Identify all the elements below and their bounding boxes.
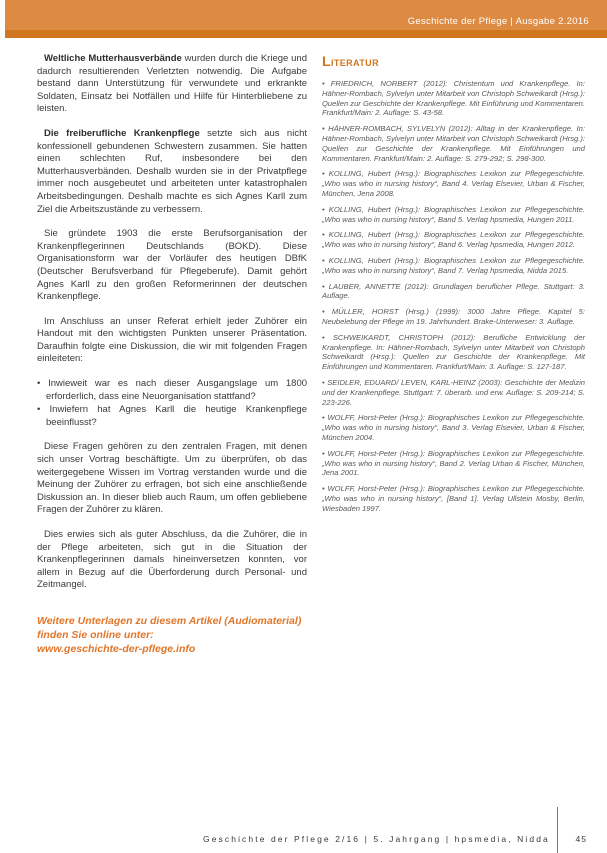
article-column bbox=[37, 53, 307, 656]
reference-item bbox=[322, 169, 585, 198]
literature-column bbox=[322, 53, 585, 656]
page-content bbox=[37, 53, 585, 656]
bullet-icon: • bbox=[322, 79, 325, 88]
header-bar bbox=[5, 0, 607, 38]
reference-item bbox=[322, 256, 585, 276]
paragraph-text: Diese Fragen gehören zu den zentralen Fragen, mit denen sich unser Vortrag beschäftigte. Um zu überprüfen, ob das weitergegebene Wissen im Vortrag verstanden wurde und die Meinung der Zuhörer zu erfragen, bot sich eine anschließende Diskussion an. In dieser blieb auch Raum, um offen gebliebene Fragen der Zuhörer zu klären. bbox=[37, 441, 307, 516]
reference-text: LAUBER, ANNETTE (2012): Grundlagen beruflicher Pflege. Stuttgart: 3. Auflage. bbox=[322, 281, 585, 301]
bullet-icon: • bbox=[322, 230, 325, 240]
reference-item bbox=[322, 333, 585, 372]
online-material-link[interactable]: www.geschichte-der-pflege.info bbox=[37, 642, 196, 655]
article-paragraph bbox=[37, 316, 307, 366]
paragraph-text: Sie gründete 1903 die erste Berufsorganisation der Krankenpflegerinnen Deutschlands (BOKD). Diese Organisationsform war der Vorläufer des heutigen DBfK (Deutscher Berufsverband für Pflegeberufe). Damit gehört Agnes Karll zu den großen Reformerinnen der deutschen Krankenpflege. bbox=[37, 228, 307, 303]
article-paragraph bbox=[37, 53, 307, 116]
literature-heading-rest: ITERATUR bbox=[330, 58, 379, 68]
paragraph-text: wurden durch die Kriege und dadurch resultierenden Verletzten notwendig. Die Aufgabe bestand dann Unterstützung für verwundete und erkrankte Soldaten, Einsatz bei Notfällen und Hilfe für Hinterbliebene zu leisten. bbox=[37, 53, 308, 115]
list-item bbox=[37, 404, 307, 429]
reference-item bbox=[322, 449, 585, 478]
reference-text: KOLLING, Hubert (Hrsg.): Biographisches Lexikon zur Pflegegeschichte. „Who was who in nursing history“, Band 7. Verlag hpsmedia, Nidda 2015. bbox=[322, 255, 585, 275]
reference-item bbox=[322, 230, 585, 250]
paragraph-lead: Die freiberufliche Krankenpflege bbox=[44, 127, 200, 139]
bullet-icon: • bbox=[322, 332, 325, 342]
reference-item bbox=[322, 413, 585, 442]
footer-divider bbox=[557, 807, 558, 853]
bullet-icon: • bbox=[322, 377, 325, 387]
reference-item bbox=[322, 307, 585, 327]
bullet-icon: • bbox=[37, 378, 41, 390]
literature-heading bbox=[322, 53, 585, 69]
paragraph-text: Dies erwies sich als guter Abschluss, da die Zuhörer, die in der Pflege arbeiteten, sich gut in die Situation der Krankenpflegerinnen damals hineinversetzen konnten, vor allem in Bezug auf die Überforderung durch Personal- und Zeitmangel. bbox=[37, 529, 307, 591]
article-paragraph bbox=[37, 441, 307, 517]
reference-text: MÜLLER, HORST (Hrsg.) (1999): 3000 Jahre Pflege. Kapitel 5: Neubelebung der Pflege im 19. Jahrhundert. Brake-Unterweser: 3. Auflage. bbox=[322, 307, 585, 326]
reference-text: WOLFF, Horst-Peter (Hrsg.): Biographisches Lexikon zur Pflegegeschichte. „Who was who in nursing history“, Band 2. Verlag Urban & Fischer, München, Jena 2001. bbox=[322, 448, 585, 478]
bullet-icon: • bbox=[37, 404, 41, 416]
article-paragraph bbox=[37, 228, 307, 304]
reference-text: FRIEDRICH, NORBERT (2012): Christentum und Krankenpflege. In: Hähner-Rombach, Sylvelyn unter Mitarbeit von Christoph Schweikardt (Hrsg.): Quellen zur Geschichte der Krankenpflege. Mit Einführung und Kommentaren. Frankfurt/Main: 2. Auflage: S. 43-58. bbox=[322, 79, 585, 118]
bullet-icon: • bbox=[322, 255, 325, 265]
reference-text: WOLFF, Horst-Peter (Hrsg.): Biographisches Lexikon zur Pflegegeschichte. „Who was who in nursing history“, Band 3. Verlag Elsevier, Urban & Fischer, München 2004. bbox=[322, 413, 585, 442]
reference-text: SCHWEIKARDT, CHRISTOPH (2012): Berufliche Entwicklung der Krankenpflege. In: Hähner-Rombach, Sylvelyn unter Mitarbeit von Christoph Schweikardt (Hrsg.): Quellen zur Geschichte der Krankenpflege. Mit Einführungen und Kommentaren. Frankfurt/Main: 3. Auflage: S. 127-187. bbox=[322, 332, 585, 372]
online-material-note-text: Weitere Unterlagen zu diesem Artikel (Audiomaterial) finden Sie online unter: bbox=[37, 614, 302, 641]
bullet-text: Inwieweit war es nach dieser Ausgangslage um 1800 erforderlich, dass eine Neuorganisation stattfand? bbox=[46, 378, 308, 402]
bullet-icon: • bbox=[322, 484, 325, 494]
reference-text: KOLLING, Hubert (Hrsg.): Biographisches Lexikon zur Pflegegeschichte. „Who was who in nursing history“, Band 4. Verlag Elsevier, Urban & Fischer, München, Jena 2008. bbox=[322, 169, 585, 198]
article-paragraph bbox=[37, 529, 307, 592]
list-item bbox=[37, 378, 307, 403]
reference-item bbox=[322, 282, 585, 302]
issue-label: Geschichte der Pflege | Ausgabe 2.2016 bbox=[407, 16, 589, 27]
discussion-questions-list bbox=[37, 378, 307, 429]
online-material-note bbox=[37, 614, 307, 656]
reference-text: KOLLING, Hubert (Hrsg.): Biographisches Lexikon zur Pflegegeschichte. „Who was who in nursing history“, Band 5. Verlag hpsmedia, Hungen 2011. bbox=[322, 204, 585, 224]
bullet-text: Inwiefern hat Agnes Karll die heutige Krankenpflege beeinflusst? bbox=[46, 404, 307, 428]
reference-text: SEIDLER, EDUARD/ LEVEN, KARL-HEINZ (2003): Geschichte der Medizin und der Krankenpflege. Stuttgart: 7. überarb. und erw. Auflage: S. 209-214; S. 223-226. bbox=[322, 377, 585, 407]
reference-item bbox=[322, 205, 585, 225]
reference-text: KOLLING, Hubert (Hrsg.): Biographisches Lexikon zur Pflegegeschichte. „Who was who in nursing history“, Band 6. Verlag hpsmedia, Hungen 2012. bbox=[322, 230, 585, 250]
reference-text: HÄHNER-ROMBACH, SYLVELYN (2012): Alltag in der Krankenpflege. In: Hähner-Rombach, Sylvelyn unter Mitarbeit von Christoph Schweikardt (Hrsg.): Quellen zur Geschichte der Krankenpflege. Mit Einführungen und Kommentaren. Frankfurt/Main: 2. Auflage: S. 279-292; S. 298-300. bbox=[322, 124, 585, 163]
bullet-icon: • bbox=[322, 169, 325, 179]
reference-item bbox=[322, 124, 585, 163]
bullet-icon: • bbox=[322, 307, 325, 317]
reference-list bbox=[322, 79, 585, 513]
bullet-icon: • bbox=[322, 281, 325, 291]
bullet-icon: • bbox=[322, 413, 325, 423]
reference-item bbox=[322, 378, 585, 407]
reference-text: WOLFF, Horst-Peter (Hrsg.): Biographisches Lexikon zur Pflegegeschichte. „Who was who in nursing history“, [Band 1]. Verlag Ullstein Mosby, Berlin, Wiesbaden 1997. bbox=[322, 484, 585, 513]
bullet-icon: • bbox=[322, 204, 325, 214]
reference-item bbox=[322, 79, 585, 118]
footer-journal-info: Geschichte der Pflege 2/16 | 5. Jahrgang | hpsmedia, Nidda bbox=[203, 834, 550, 844]
reference-item bbox=[322, 484, 585, 513]
bullet-icon: • bbox=[322, 448, 325, 458]
page-number: 45 bbox=[575, 834, 587, 844]
bullet-icon: • bbox=[322, 124, 325, 134]
paragraph-text: Im Anschluss an unser Referat erhielt jeder Zuhörer ein Handout mit den wichtigsten Punkten unserer Präsentation. Daraufhin folgte eine Diskussion, die wir mit folgenden Fragen einleiteten: bbox=[37, 315, 307, 365]
paragraph-lead: Weltliche Mutterhausverbände bbox=[44, 53, 182, 64]
paragraph-text: setzte sich aus nicht konfessionell gebundenen Schwestern zusammen. Sie hatten einen schlechten Ruf, insbesondere bei den Mutterhausverbänden. Deshalb wurden sie in der Privatpflege immer noch ausgebeutet und arbeiteten unter katastrophalen Arbeitsbedingungen. Deshalb machte es sich Agnes Karll zum Ziel die Arbeitszustände zu verbessern. bbox=[37, 127, 307, 215]
article-paragraph bbox=[37, 128, 307, 216]
literature-heading-initial: L bbox=[322, 53, 331, 69]
